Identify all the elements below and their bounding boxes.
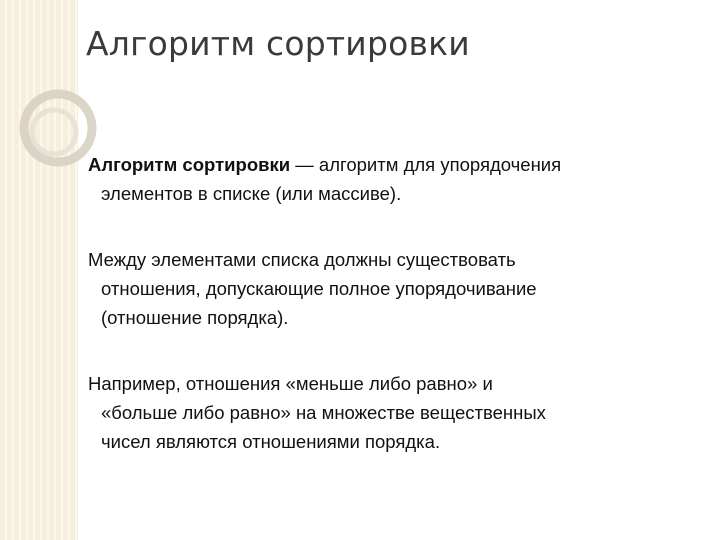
definition-term: Алгоритм сортировки [88,154,291,175]
relations-line-3: (отношение порядка). [101,307,289,328]
paragraph-definition [88,150,713,208]
slide-body [88,150,713,493]
example-line-3: чисел являются отношениями порядка. [101,431,441,452]
definition-text: — алгоритм для упорядочения [290,154,562,175]
definition-line-2: элементов в списке (или массиве). [101,183,402,204]
example-line-1: Например, отношения «меньше либо равно» и [88,373,493,394]
relations-line-2: отношения, допускающие полное упорядочивание [101,278,537,299]
relations-line-1: Между элементами списка должны существовать [88,249,516,270]
paragraph-example [88,369,713,456]
example-line-2: «больше либо равно» на множестве вещественных [101,402,546,423]
slide-title: Алгоритм сортировки [86,24,470,63]
paragraph-relations [88,245,713,332]
ring-inner [32,110,76,154]
